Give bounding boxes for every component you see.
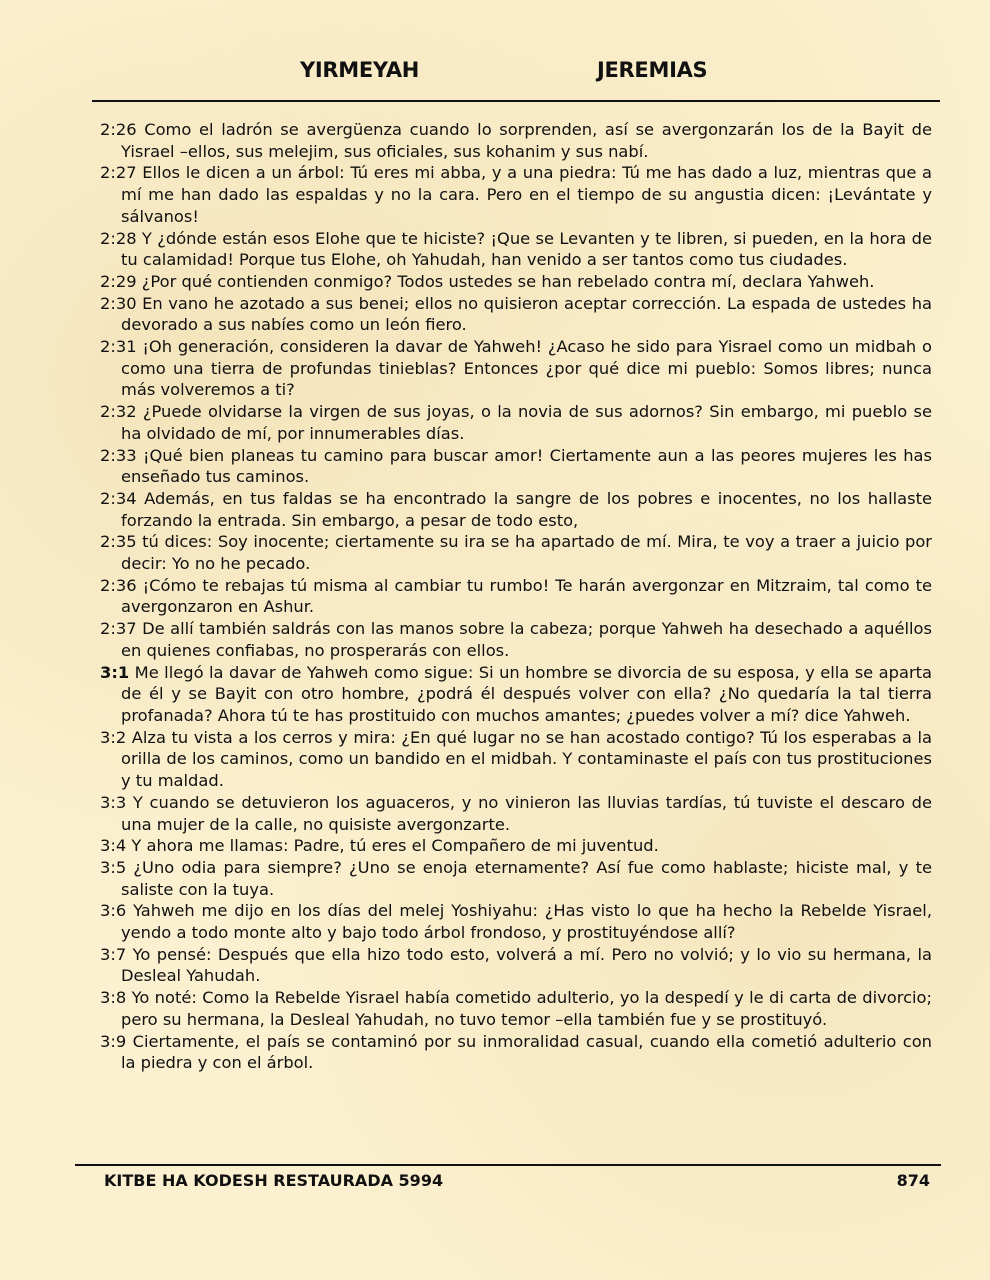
verse-ref: 3:5 (100, 857, 127, 877)
verse-ref: 2:27 (100, 163, 137, 183)
verse (100, 445, 932, 488)
verse-text: Me llegó la davar de Yahweh como sigue: Si un hombre se divorcia de su esposa, y ella se aparta de él y se Bayit con otro hombre, ¿podrá él después volver con ella? ¿No quedaría la tal tierra profanada? Ahora tú te has prostituido con muchos amantes; ¿puedes volver a mí? dice Yahweh. (121, 662, 932, 725)
verse-ref: 3:9 (100, 1031, 127, 1051)
verse-ref: 2:37 (100, 619, 137, 639)
verse-text: Alza tu vista a los cerros y mira: ¿En qué lugar no se han acostado contigo? Tú los esperabas a la orilla de los caminos, como un bandido en el midbah. Y contaminaste el país con tus prostituciones y tu maldad. (121, 727, 932, 791)
verse-text: Ellos le dicen a un árbol: Tú eres mi abba, y a una piedra: Tú me has dado a luz, mientras que a mí me han dado las espaldas y no la cara. Pero en el tiempo de su angustia dicen: ¡Levántate y sálvanos! (121, 163, 933, 226)
verse (100, 531, 932, 574)
verse-ref: 2:31 (100, 337, 137, 357)
verse-text: ¡Cómo te rebajas tú misma al cambiar tu rumbo! Te harán avergonzar en Mitzraim, tal como te avergonzaron en Ashur. (121, 575, 932, 617)
verse (100, 401, 932, 444)
footer-title: KITBE HA KODESH RESTAURADA 5994 (104, 1171, 444, 1190)
verse-ref: 2:26 (100, 120, 137, 139)
page-number: 874 (896, 1171, 930, 1190)
header-left-title: YIRMEYAH (300, 58, 420, 82)
verse-text: De allí también saldrás con las manos sobre la cabeza; porque Yahweh ha desechado a aquéllos en quienes confiabas, no prosperarás con ellos. (121, 619, 932, 660)
verse (100, 293, 932, 336)
verse-ref: 2:32 (100, 402, 137, 422)
verse (100, 987, 932, 1030)
verse-ref: 3:2 (100, 727, 127, 747)
verse (100, 662, 932, 727)
verse-ref: 2:30 (100, 293, 137, 313)
verse-ref: 3:7 (100, 944, 127, 964)
header-right-title: JEREMIAS (597, 58, 708, 82)
verse (100, 119, 932, 162)
verse (100, 488, 932, 531)
verse (100, 727, 932, 792)
verse-ref: 3:3 (100, 792, 127, 812)
verse-text: Y ¿dónde están esos Elohe que te hiciste? ¡Que se Levanten y te libren, si pueden, en la hora de tu calamidad! Porque tus Elohe, oh Yahudah, han venido a ser tantos como tus ciudades. (121, 228, 932, 270)
verse-text: ¡Qué bien planeas tu camino para buscar amor! Ciertamente aun a las peores mujeres les has enseñado tus caminos. (121, 445, 932, 487)
verse-list (100, 119, 932, 1074)
verse-ref: 2:34 (100, 488, 137, 508)
verse-text: Ciertamente, el país se contaminó por su inmoralidad casual, cuando ella cometió adulterio con la piedra y con el árbol. (121, 1031, 932, 1073)
verse-ref: 2:36 (100, 575, 137, 595)
verse-ref: 3:6 (100, 901, 127, 921)
verse-ref: 2:28 (100, 228, 137, 248)
verse-text: Yo pensé: Después que ella hizo todo esto, volverá a mí. Pero no volvió; y lo vio su hermana, la Desleal Yahudah. (121, 944, 932, 986)
verse (100, 835, 932, 857)
verse-ref: 3:8 (100, 988, 127, 1008)
verse-ref: 2:33 (100, 445, 137, 465)
verse-text: Yahweh me dijo en los días del melej Yoshiyahu: ¿Has visto lo que ha hecho la Rebelde Yisrael, yendo a todo monte alto y bajo todo árbol frondoso, y prostituyéndose allí? (121, 901, 932, 943)
verse (100, 857, 932, 900)
verse-text: tú dices: Soy inocente; ciertamente su ira se ha apartado de mí. Mira, te voy a traer a juicio por decir: Yo no he pecado. (121, 532, 932, 574)
verse (100, 618, 932, 661)
verse (100, 575, 932, 618)
page-footer (0, 1171, 990, 1195)
header-rule (92, 100, 940, 102)
footer-rule (75, 1164, 941, 1166)
verse (100, 162, 932, 227)
verse-text: ¿Uno odia para siempre? ¿Uno se enoja eternamente? Así fue como hablaste; hiciste mal, y te saliste con la tuya. (121, 857, 932, 899)
verse (100, 1031, 932, 1074)
verse-text: Y ahora me llamas: Padre, tú eres el Compañero de mi juventud. (131, 836, 659, 856)
verse-text: ¿Puede olvidarse la virgen de sus joyas, o la novia de sus adornos? Sin embargo, mi pueblo se ha olvidado de mí, por innumerables días. (121, 402, 932, 443)
verse-text: Y cuando se detuvieron los aguaceros, y no vinieron las lluvias tardías, tú tuviste el descaro de una mujer de la calle, no quisiste avergonzarte. (121, 792, 932, 834)
verse-ref: 2:29 (100, 271, 137, 291)
verse-text: ¡Oh generación, consideren la davar de Yahweh! ¿Acaso he sido para Yisrael como un midbah o como una tierra de profundas tinieblas? Entonces ¿por qué dice mi pueblo: Somos libres; nunca más volveremos a ti? (121, 337, 932, 400)
chapter-start-ref: 3:1 (100, 662, 130, 682)
verse (100, 228, 932, 271)
verse-text: Como el ladrón se avergüenza cuando lo sorprenden, así se avergonzarán los de la Bayit de Yisrael –ellos, sus melejim, sus oficiales, sus kohanim y sus nabí. (121, 120, 932, 161)
page-header (0, 58, 990, 92)
verse (100, 900, 932, 943)
verse (100, 336, 932, 401)
verse-ref: 3:4 (100, 836, 127, 856)
verse (100, 792, 932, 835)
verse (100, 271, 932, 293)
verse-text: Además, en tus faldas se ha encontrado la sangre de los pobres e inocentes, no los hallaste forzando la entrada. Sin embargo, a pesar de todo esto, (121, 488, 932, 530)
verse (100, 944, 932, 987)
verse-ref: 2:35 (100, 532, 137, 552)
verse-text: ¿Por qué contienden conmigo? Todos ustedes se han rebelado contra mí, declara Yahweh. (141, 271, 875, 291)
verse-text: En vano he azotado a sus benei; ellos no quisieron aceptar corrección. La espada de ustedes ha devorado a sus nabíes como un león fiero. (121, 293, 932, 335)
verse-text: Yo noté: Como la Rebelde Yisrael había cometido adulterio, yo la despedí y le di carta de divorcio; pero su hermana, la Desleal Yahudah, no tuvo temor –ella también fue y se prostituyó. (121, 988, 932, 1029)
